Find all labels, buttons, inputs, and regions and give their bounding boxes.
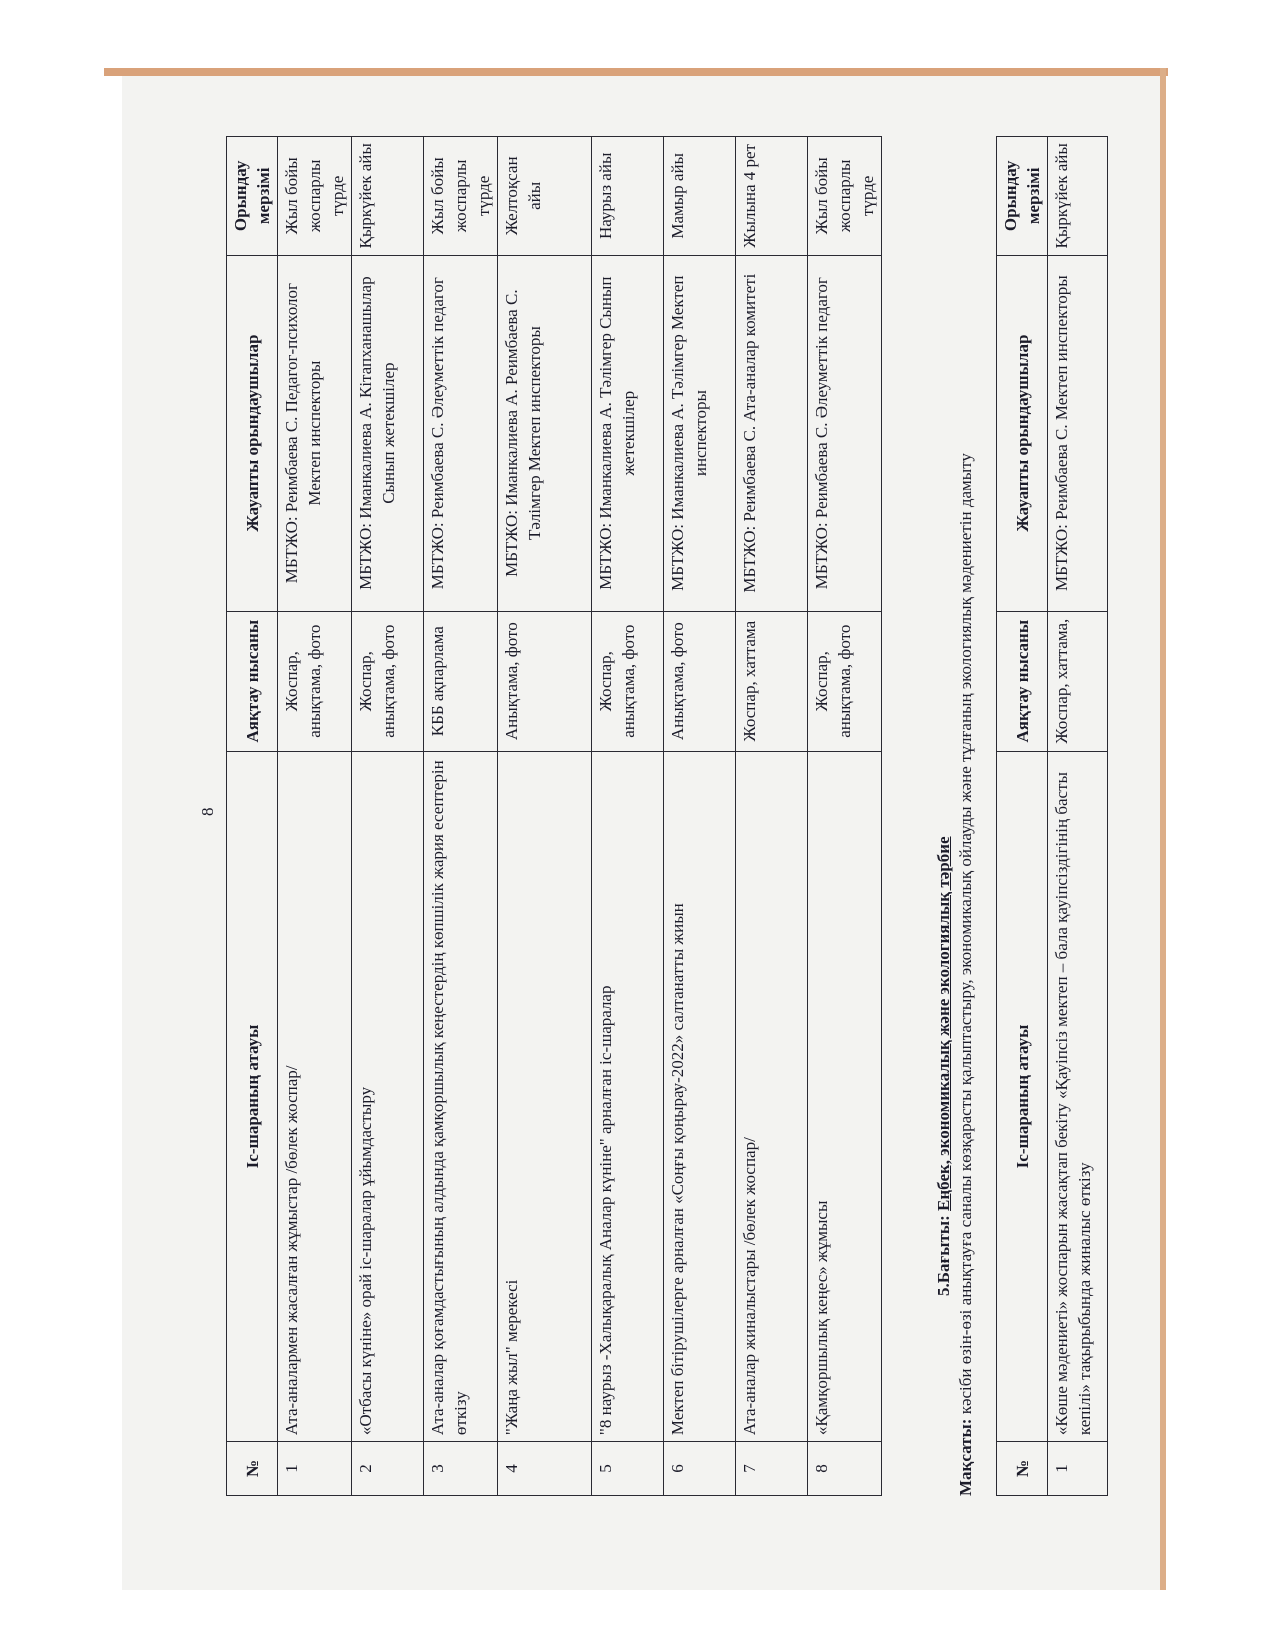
deadline: Қыркүйек айы	[1048, 137, 1108, 256]
row-number: 3	[424, 1442, 498, 1496]
events-table	[226, 136, 882, 1496]
section-heading	[934, 396, 954, 1296]
deadline: Наурыз айы	[592, 137, 664, 256]
table-row	[808, 137, 882, 1496]
event-name: Ата-аналармен жасалған жұмыстар /бөлек жоспар/	[278, 751, 352, 1441]
labor-education-table	[996, 136, 1108, 1496]
responsible: МБТЖО: Реимбаева С. Ата-аналар комитеті	[736, 255, 808, 611]
table-row	[736, 137, 808, 1496]
responsible: МБТЖО: Реимбаева С. Әлеуметтік педагог	[808, 255, 882, 611]
responsible: МБТЖО: Иманкалиева А. Тәлімгер Мектеп инспекторы	[664, 255, 736, 611]
section-prefix: 5.Бағыты:	[934, 1210, 953, 1296]
row-number: 7	[736, 1442, 808, 1496]
deadline: Желтоқсан айы	[498, 137, 592, 256]
table-row	[664, 137, 736, 1496]
completion-form: Жоспар, анықтама, фото	[808, 611, 882, 751]
deadline: Жыл бойы жоспарлы түрде	[424, 137, 498, 256]
header-deadline: Орындау мерзімі	[227, 137, 278, 256]
header-completion-form: Аяқтау нысаны	[227, 611, 278, 751]
table-row	[592, 137, 664, 1496]
completion-form: КББ ақпарлама	[424, 611, 498, 751]
table-row	[1048, 137, 1108, 1496]
header-completion-form: Аяқтау нысаны	[997, 611, 1048, 751]
scan-edge-top	[104, 68, 1168, 76]
row-number: 6	[664, 1442, 736, 1496]
table-row	[424, 137, 498, 1496]
deadline: Жылына 4 рет	[736, 137, 808, 256]
aim-text: кәсіби өзін-өзі анықтауға саналы көзқарасты қалыптастыру, экономикалық ойлауды және тұлғаның экологиялық мәдениетін дамыту	[956, 453, 975, 1419]
row-number: 4	[498, 1442, 592, 1496]
header-event-name: Іс-шараның атауы	[227, 751, 278, 1441]
event-name: «Қамқоршылық кеңес» жұмысы	[808, 751, 882, 1441]
event-name: Мектеп бітірушілерге арналған «Соңғы қоңырау-2022» салтанатты жиын	[664, 751, 736, 1441]
row-number: 1	[278, 1442, 352, 1496]
header-responsible: Жауапты орындаушылар	[227, 255, 278, 611]
deadline: Мамыр айы	[664, 137, 736, 256]
section-title: Еңбек, экономикалық және экологиялық тәрбие	[934, 836, 953, 1211]
completion-form: Жоспар, хаттама	[736, 611, 808, 751]
responsible: МБТЖО: Иманкалиева А. Кітапханашылар Сынып жетекшілер	[352, 255, 424, 611]
completion-form: Жоспар, хаттама,	[1048, 611, 1108, 751]
header-responsible: Жауапты орындаушылар	[997, 255, 1048, 611]
header-deadline: Орындау мерзімі	[997, 137, 1048, 256]
responsible: МБТЖО: Реимбаева С. Әлеуметтік педагог	[424, 255, 498, 611]
header-event-name: Іс-шараның атауы	[997, 751, 1048, 1441]
row-number: 1	[1048, 1442, 1108, 1496]
event-name: "Жаңа жыл" мерекесі	[498, 751, 592, 1441]
responsible: МБТЖО: Реимбаева С. Мектеп инспекторы	[1048, 255, 1108, 611]
aim-label: Мақсаты:	[956, 1418, 975, 1496]
rotated-content	[126, 116, 1136, 1516]
table-row	[352, 137, 424, 1496]
completion-form: Жоспар, анықтама, фото	[592, 611, 664, 751]
completion-form: Жоспар, анықтама, фото	[352, 611, 424, 751]
table-row	[278, 137, 352, 1496]
responsible: МБТЖО: Иманкалиева А. Тәлімгер Сынып жетекшілер	[592, 255, 664, 611]
deadline: Жыл бойы жоспарлы түрде	[808, 137, 882, 256]
event-name: «Көше мәдениеті» жоспарын жасақтап бекіту «Қауіпсіз мектеп – бала қауіпсіздігінің басты кепілі» тақырыбында жиналыс өткізу	[1048, 751, 1108, 1441]
event-name: «Отбасы күніне» орай іс-шаралар ұйымдастыру	[352, 751, 424, 1441]
table-row	[498, 137, 592, 1496]
completion-form: Анықтама, фото	[498, 611, 592, 751]
responsible: МБТЖО: Иманкалиева А. Реимбаева С. Тәлімгер Мектеп инспекторы	[498, 255, 592, 611]
completion-form: Анықтама, фото	[664, 611, 736, 751]
row-number: 2	[352, 1442, 424, 1496]
deadline: Қыркүйек айы	[352, 137, 424, 256]
header-number: №	[997, 1442, 1048, 1496]
row-number: 5	[592, 1442, 664, 1496]
responsible: МБТЖО: Реимбаева С. Педагог-психолог Мектеп инспекторы	[278, 255, 352, 611]
completion-form: Жоспар, анықтама, фото	[278, 611, 352, 751]
scan-edge-right	[1160, 68, 1166, 1590]
event-name: "8 наурыз -Халықаралық Аналар күніне" арналған іс-шаралар	[592, 751, 664, 1441]
header-number: №	[227, 1442, 278, 1496]
row-number: 8	[808, 1442, 882, 1496]
section-aim	[956, 136, 976, 1496]
event-name: Ата-аналар қоғамдастығының алдында қамқоршылық кеңестердің көпшілік жария есептерін өткізу	[424, 751, 498, 1441]
deadline: Жыл бойы жоспарлы түрде	[278, 137, 352, 256]
document-page	[122, 76, 1160, 1590]
page-number: 8	[198, 807, 217, 816]
event-name: Ата-аналар жиналыстары /бөлек жоспар/	[736, 751, 808, 1441]
